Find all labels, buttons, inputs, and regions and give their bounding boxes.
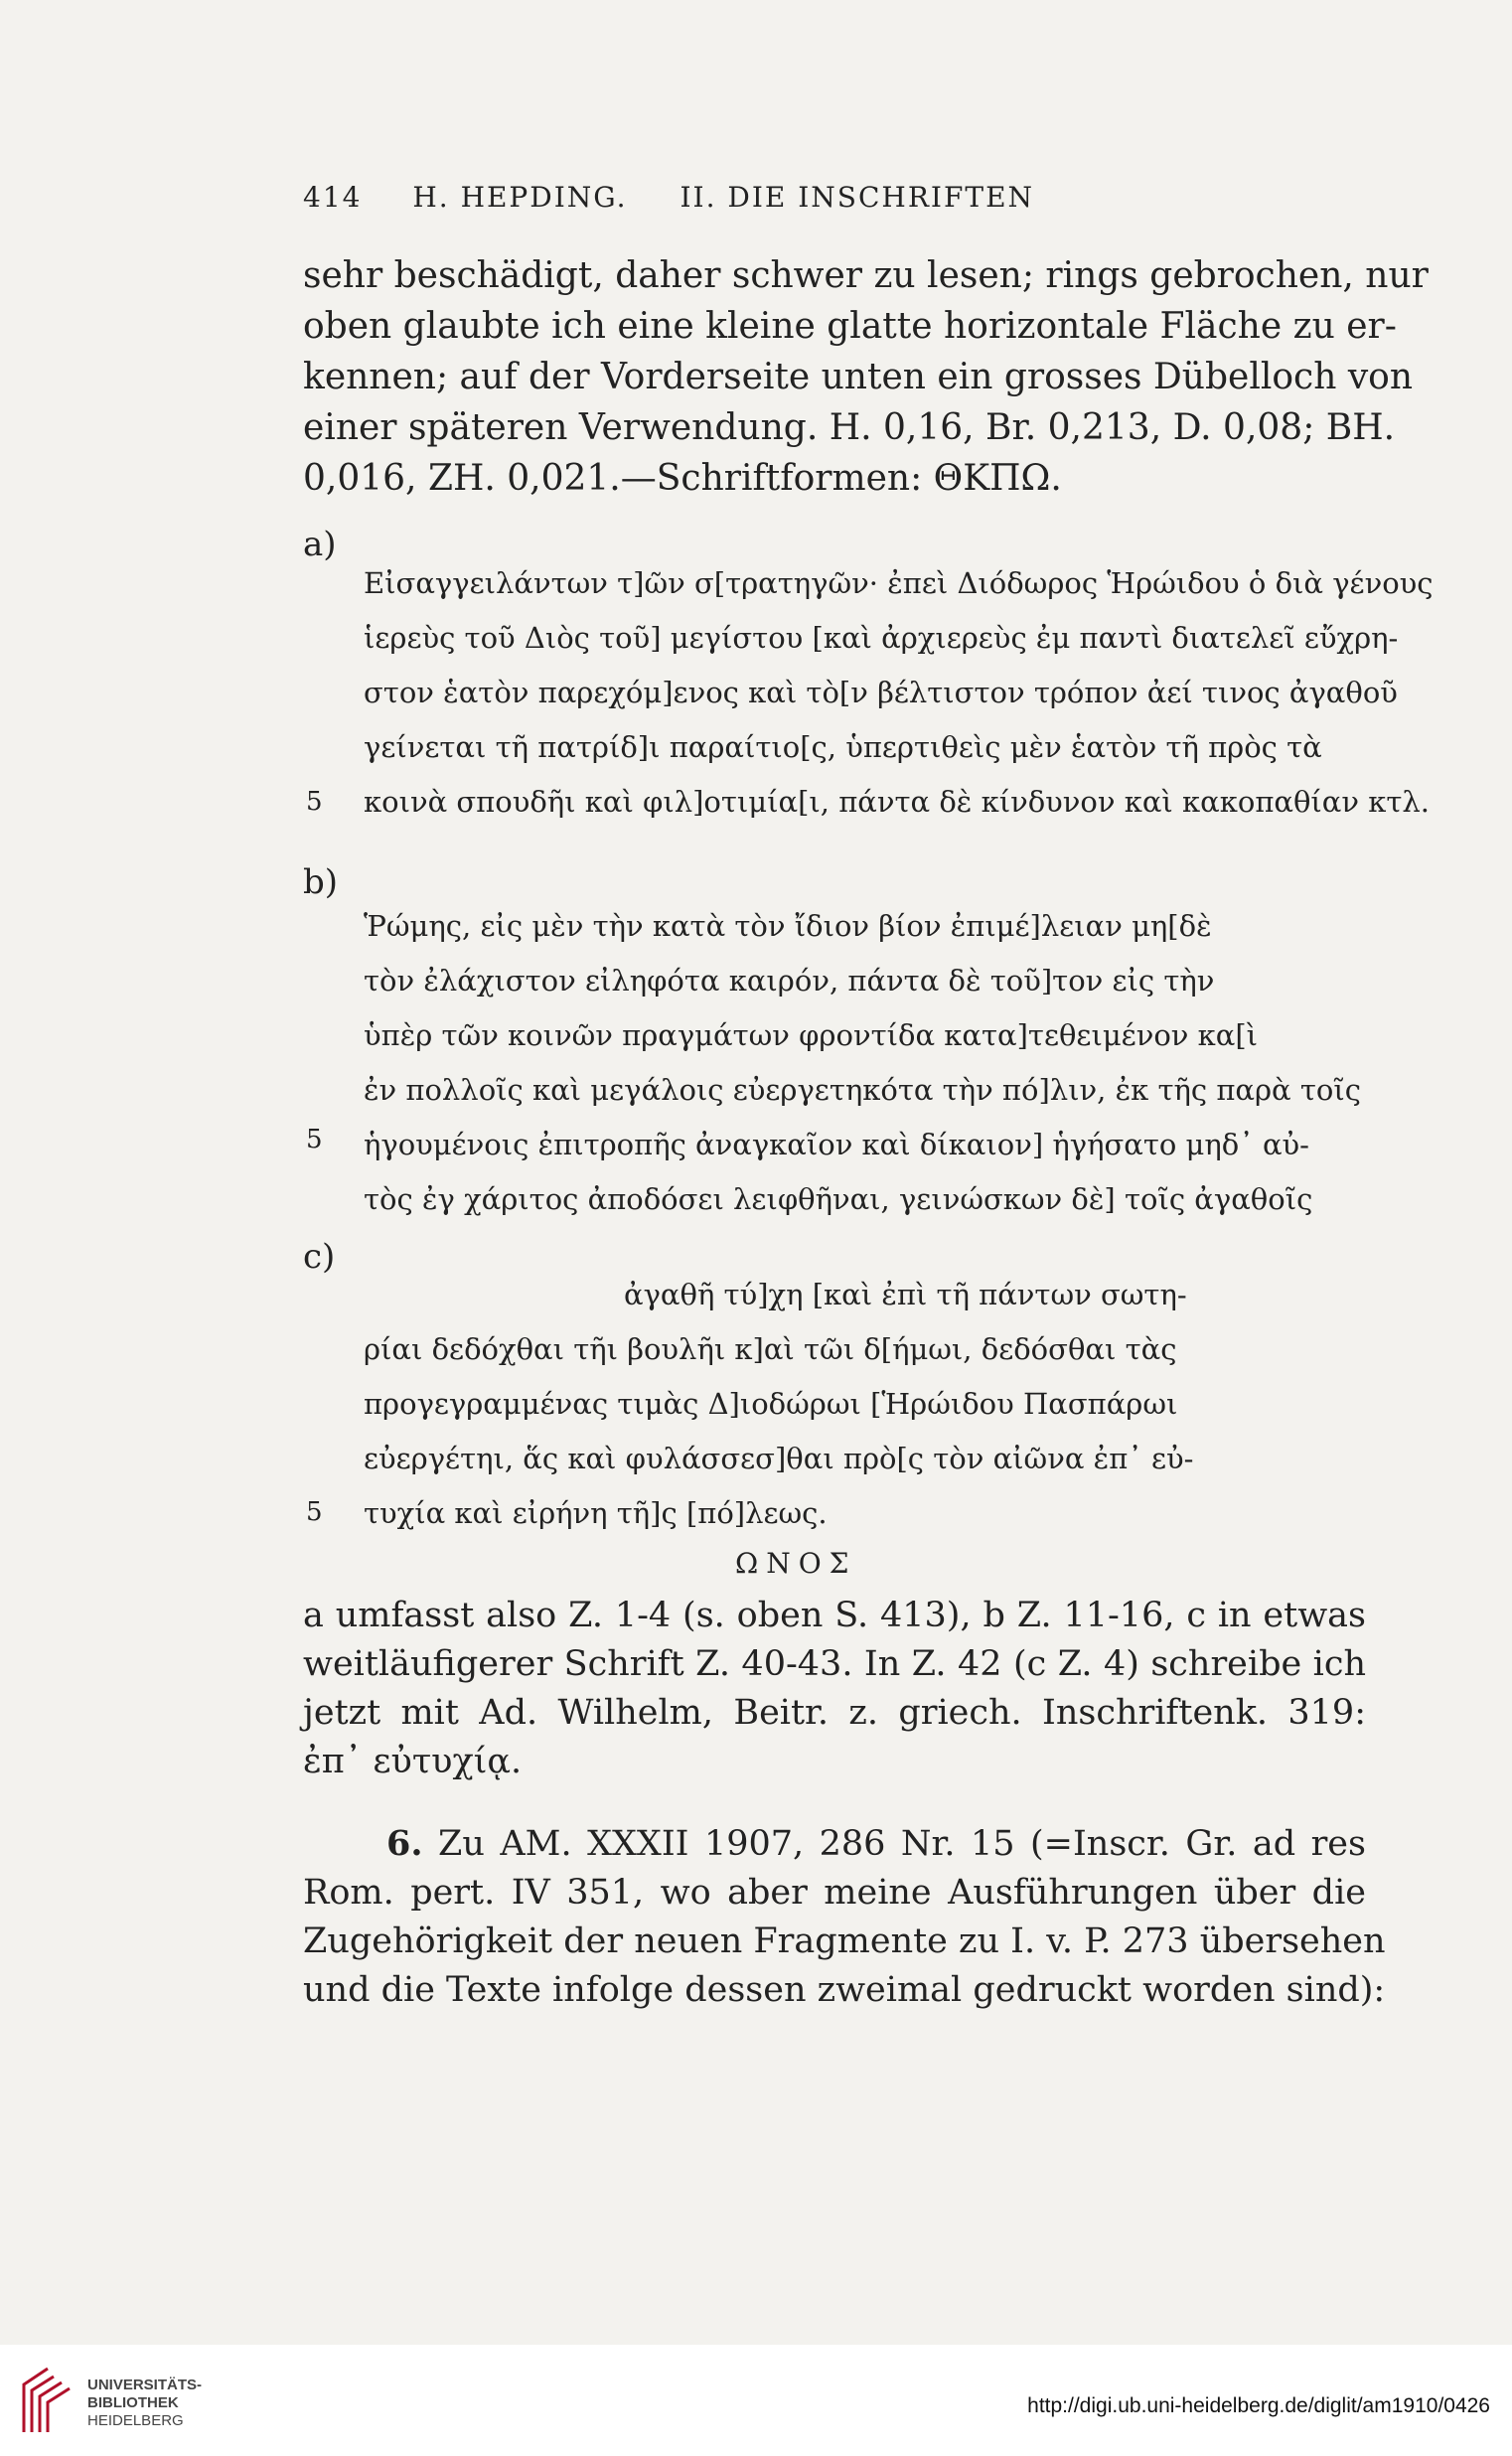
section-a-text xyxy=(364,556,1434,830)
greek-line: ρίαι δεδόχθαι τῆι βουλῆι κ]αὶ τῶι δ[ήμωι, δεδόσθαι τὰς xyxy=(364,1332,1177,1366)
commentary-paragraph xyxy=(303,1592,1366,1786)
greek-line: προγεγραμμένας τιμὰς Δ]ιοδώρωι [Ἡρώιδου Πασπάρωι xyxy=(364,1387,1178,1421)
greek-line: κοινὰ σπουδῆι καὶ φιλ]οτιμία[ι, πάντα δὲ κίνδυνον καὶ κακοπαθίαν κτλ. xyxy=(364,785,1430,819)
greek-line: ἡγουμένοις ἐπιτροπῆς ἀναγκαῖον καὶ δίκαιον] ἡγήσατο μηδ᾽ αὐ- xyxy=(364,1128,1309,1161)
text-line: weitläufigerer Schrift Z. 40-43. In Z. 42 (c Z. 4) schreibe ich xyxy=(303,1644,1366,1684)
first-line-text: Zu AM. XXXII 1907, 286 Nr. 15 (=Inscr. Gr. ad res xyxy=(438,1824,1366,1864)
greek-line: εὐεργέτηι, ἅς καὶ φυλάσσεσ]θαι πρὸ[ς τὸν αἰῶνα ἐπ᾽ εὐ- xyxy=(364,1442,1194,1475)
text-line: 0,016, ZH. 0,021.—Schriftformen: ΘΚΠΩ. xyxy=(303,458,1062,499)
library-name xyxy=(87,2377,202,2430)
library-line: HEIDELBERG xyxy=(87,2412,184,2429)
greek-line: τυχία καὶ εἰρήνη τῆ]ς [πό]λεως. xyxy=(364,1496,828,1530)
text-line: jetzt mit Ad. Wilhelm, Beitr. z. griech. Inschriftenk. 319: xyxy=(303,1693,1366,1733)
greek-line: τὸς ἐγ χάριτος ἀποδόσει λειφθῆναι, γεινώσκων δὲ] τοῖς ἀγαθοῖς xyxy=(364,1182,1313,1216)
text-line: a umfasst also Z. 1-4 (s. oben S. 413), b Z. 11-16, c in etwas xyxy=(303,1596,1366,1635)
text-line: ἐπ᾽ εὐτυχίᾳ. xyxy=(303,1742,523,1781)
text-line: oben glaubte ich eine kleine glatte horizontale Fläche zu er- xyxy=(303,306,1397,347)
section-b-label: b) xyxy=(303,862,339,902)
section-c-label: c) xyxy=(303,1237,336,1277)
line-number: 5 xyxy=(306,1497,323,1527)
greek-line: Εἰσαγγειλάντων τ]ῶν σ[τρατηγῶν· ἐπεὶ Διόδωρος Ἡρώιδου ὁ διὰ γένους xyxy=(364,566,1434,600)
greek-line: ἱερεὺς τοῦ Διὸς τοῦ] μεγίστου [καὶ ἀρχιερεὺς ἐμ παντὶ διατελεῖ εὔχρη- xyxy=(364,621,1399,655)
page-number: 414 xyxy=(303,181,363,214)
greek-line: γείνεται τῆ πατρίδ]ι παραίτιο[ς, ὑπερτιθεὶς μὲν ἑατὸν τῆ πρὸς τὰ xyxy=(364,730,1322,764)
text-line xyxy=(303,1819,1366,1869)
text-line: einer späteren Verwendung. H. 0,16, Br. 0,213, D. 0,08; BH. xyxy=(303,407,1396,448)
greek-line: ἀγαθῆ τύ]χη [καὶ ἐπὶ τῆ πάντων σωτη- xyxy=(624,1278,1187,1311)
library-logo-icon xyxy=(18,2363,79,2438)
inscription-fragment: ΩΝΟΣ xyxy=(735,1547,857,1580)
source-url-link[interactable]: http://digi.ub.uni-heidelberg.de/diglit/am1910/0426 xyxy=(1027,2394,1490,2417)
line-number: 5 xyxy=(306,787,323,817)
text-line: kennen; auf der Vorderseite unten ein grosses Dübelloch von xyxy=(303,357,1414,397)
greek-line: τὸν ἐλάχιστον εἰληφότα καιρόν, πάντα δὲ τοῦ]τον εἰς τὴν xyxy=(364,964,1215,998)
section-6-paragraph xyxy=(303,1819,1386,2015)
running-header xyxy=(303,181,1034,214)
header-chapter: II. DIE INSCHRIFTEN xyxy=(680,181,1035,214)
library-line: BIBLIOTHEK xyxy=(87,2394,179,2411)
library-line: UNIVERSITÄTS- xyxy=(87,2377,203,2393)
section-b-text xyxy=(364,899,1361,1227)
text-line: sehr beschädigt, daher schwer zu lesen; rings gebrochen, nur xyxy=(303,255,1429,296)
greek-line: ἐν πολλοῖς καὶ μεγάλοις εὐεργετηκότα τὴν πό]λιν, ἐκ τῆς παρὰ τοῖς xyxy=(364,1073,1361,1107)
greek-line: στον ἑατὸν παρεχόμ]ενος καὶ τὸ[ν βέλτιστον τρόπον ἀεί τινος ἀγαθοῦ xyxy=(364,676,1398,709)
text-line: Zugehörigkeit der neuen Fragmente zu I. v. P. 273 übersehen xyxy=(303,1921,1386,1961)
intro-paragraph xyxy=(303,250,1429,504)
line-number: 5 xyxy=(306,1125,323,1154)
text-line: und die Texte infolge dessen zweimal gedruckt worden sind): xyxy=(303,1970,1386,2010)
section-number: 6. xyxy=(386,1823,423,1864)
section-c-text xyxy=(364,1268,1193,1541)
header-author: H. HEPDING. xyxy=(412,181,628,214)
greek-line: ὑπὲρ τῶν κοινῶν πραγμάτων φροντίδα κατα]τεθειμένον κα[ὶ xyxy=(364,1018,1259,1052)
section-a-label: a) xyxy=(303,525,337,564)
text-line: Rom. pert. IV 351, wo aber meine Ausführungen über die xyxy=(303,1873,1366,1913)
greek-line: Ῥώμης, εἰς μὲν τὴν κατὰ τὸν ἴδιον βίον ἐπιμέ]λειαν μη[δὲ xyxy=(364,909,1212,943)
